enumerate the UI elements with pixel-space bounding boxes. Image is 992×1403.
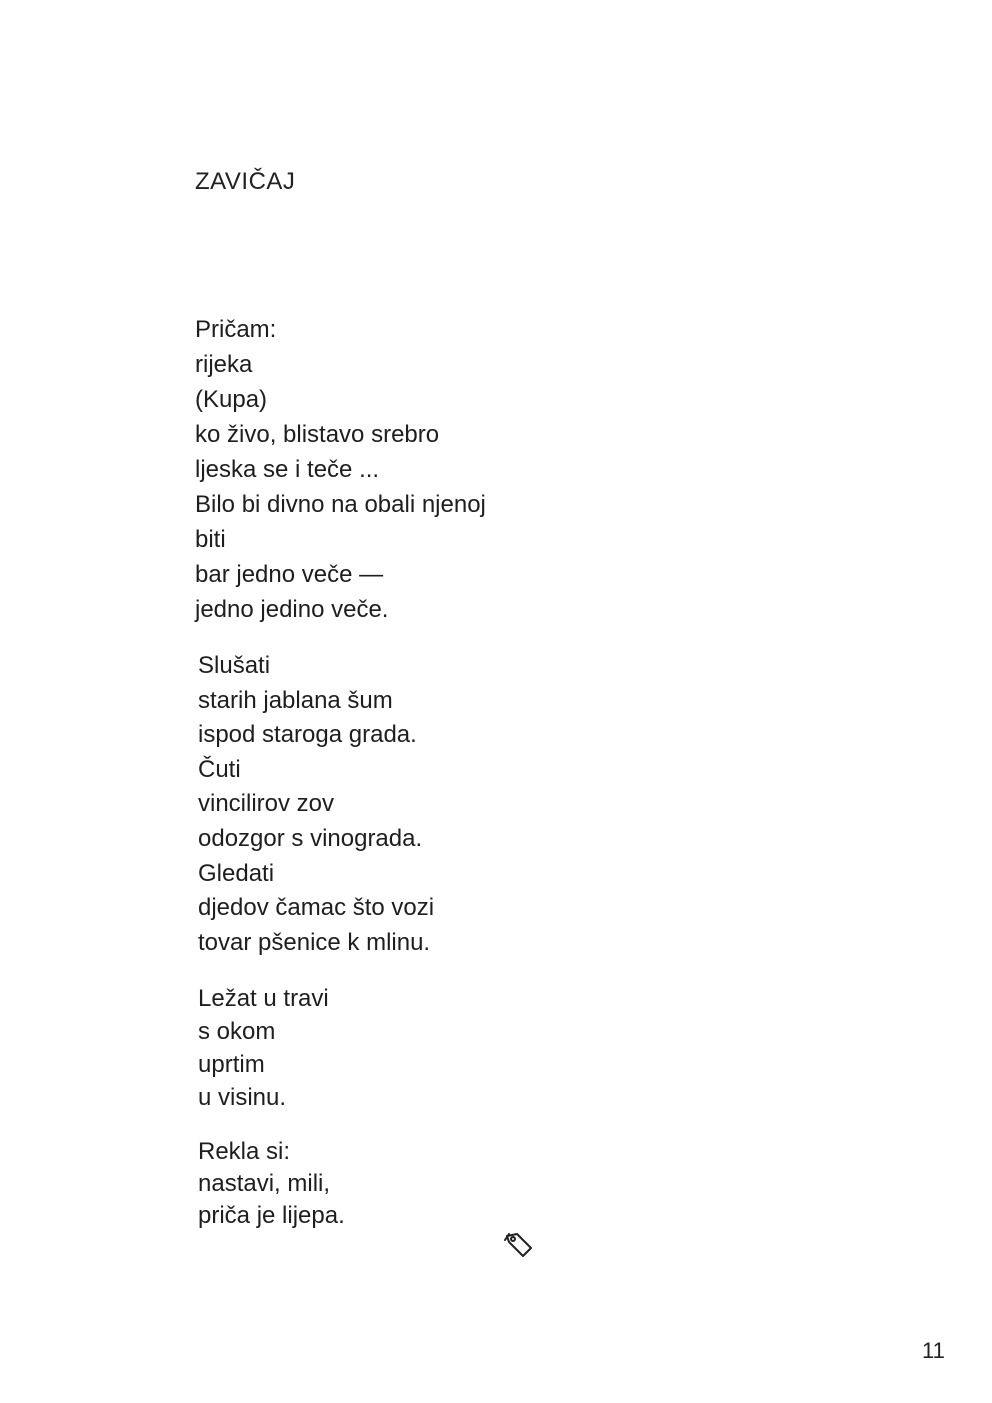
- page-number: 11: [922, 1338, 945, 1363]
- poem-line: biti: [195, 526, 226, 553]
- poem-line: rijeka: [195, 351, 253, 378]
- poem-line: nastavi, mili,: [198, 1170, 331, 1198]
- poem-line: bar jedno veče —: [195, 561, 384, 588]
- poem-line: jedno jedino veče.: [195, 596, 389, 623]
- poem-line: uprtim: [198, 1051, 265, 1079]
- poem-line: Čuti: [198, 755, 241, 783]
- poem-line: Slušati: [198, 652, 271, 679]
- poem-title: ZAVIČAJ: [195, 168, 296, 195]
- poem-line: Gledati: [198, 859, 275, 887]
- poem-line: djedov čamac što vozi: [198, 894, 435, 922]
- poem-body: [195, 312, 615, 1232]
- stanza-2: [195, 649, 615, 960]
- poem-line: Bilo bi divno na obali njenoj: [195, 491, 486, 518]
- poem-line: s okom: [198, 1018, 276, 1046]
- poem-line: vincilirov zov: [198, 790, 335, 818]
- poem-line: starih jablana šum: [198, 686, 393, 714]
- poem-line: Pričam:: [195, 316, 277, 343]
- poem-line: Rekla si:: [198, 1138, 291, 1166]
- poem-line: ljeska se i teče ...: [195, 456, 380, 483]
- poem-line: Ležat u travi: [198, 985, 329, 1013]
- stanza-1: [195, 312, 615, 627]
- poem-line: ispod staroga grada.: [198, 721, 417, 749]
- poem-line: ko živo, blistavo srebro: [195, 421, 440, 448]
- stanza-3: [195, 982, 615, 1114]
- tag-ornament-icon: [503, 1230, 535, 1260]
- stanza-4: [195, 1136, 615, 1232]
- poem-line: priča je lijepa.: [198, 1202, 345, 1230]
- poem-line: odozgor s vinograda.: [198, 824, 423, 852]
- poem-line: u visinu.: [198, 1084, 287, 1112]
- poem-line: (Kupa): [195, 386, 268, 413]
- poem-line: tovar pšenice k mlinu.: [198, 928, 431, 956]
